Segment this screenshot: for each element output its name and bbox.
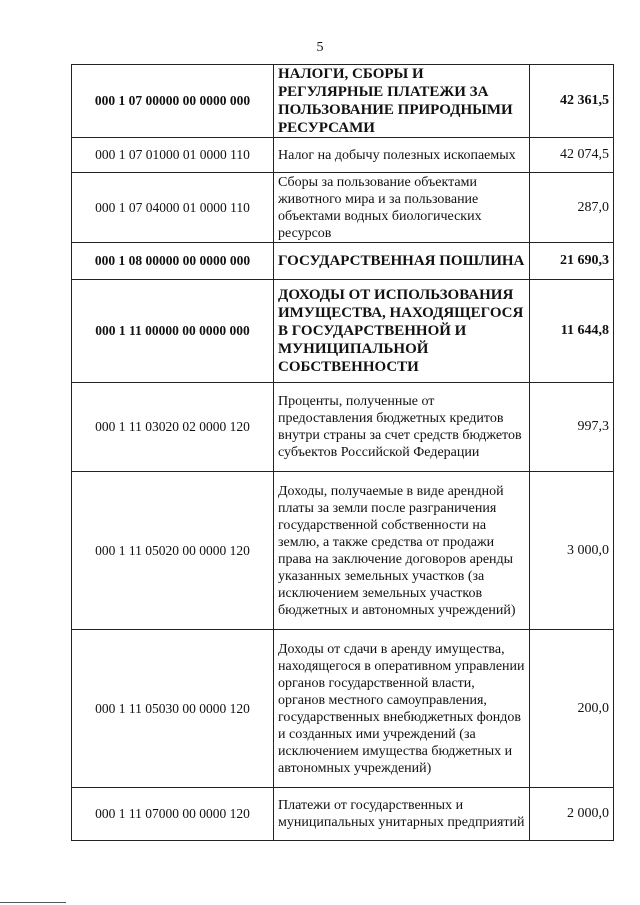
- table-row: [72, 472, 614, 630]
- row-name: Проценты, полученные от предоставления бюджетных кредитов внутри страны за счет средств бюджетов субъектов Российской Федерации: [274, 383, 530, 472]
- row-name: Налог на добычу полезных ископаемых: [274, 138, 530, 173]
- table-row: [72, 243, 614, 280]
- row-code: 000 1 11 05030 00 0000 120: [72, 630, 274, 788]
- row-amount: 11 644,8: [530, 280, 614, 383]
- row-name: Доходы, получаемые в виде арендной платы за земли после разграничения государственной собственности на землю, а также средства от продажи права на заключение договоров аренды указанных земельных участков (за исключением земельных участков бюджетных и автономных учреждений): [274, 472, 530, 630]
- table-row: [72, 383, 614, 472]
- table-row: [72, 788, 614, 841]
- row-code: 000 1 11 07000 00 0000 120: [72, 788, 274, 841]
- row-name: ДОХОДЫ ОТ ИСПОЛЬЗОВАНИЯ ИМУЩЕСТВА, НАХОДЯЩЕГОСЯ В ГОСУДАРСТВЕННОЙ И МУНИЦИПАЛЬНОЙ СОБСТВЕННОСТИ: [274, 280, 530, 383]
- table-row: [72, 173, 614, 243]
- revenue-table: [71, 64, 614, 841]
- row-amount: 3 000,0: [530, 472, 614, 630]
- row-code: 000 1 07 00000 00 0000 000: [72, 65, 274, 138]
- table-row: [72, 65, 614, 138]
- row-code: 000 1 11 05020 00 0000 120: [72, 472, 274, 630]
- row-name: Сборы за пользование объектами животного мира и за пользование объектами водных биологических ресурсов: [274, 173, 530, 243]
- row-amount: 21 690,3: [530, 243, 614, 280]
- row-code: 000 1 08 00000 00 0000 000: [72, 243, 274, 280]
- footer-rule: [0, 902, 66, 903]
- page-number: 5: [316, 40, 324, 55]
- table-row: [72, 630, 614, 788]
- row-name: Доходы от сдачи в аренду имущества, находящегося в оперативном управлении органов государственной власти, органов местного самоуправления, государственных внебюджетных фондов и созданных ими учреждений (за исключением имущества бюджетных и автономных учреждений): [274, 630, 530, 788]
- row-amount: 42 361,5: [530, 65, 614, 138]
- row-name: Платежи от государственных и муниципальных унитарных предприятий: [274, 788, 530, 841]
- row-amount: 42 074,5: [530, 138, 614, 173]
- row-amount: 997,3: [530, 383, 614, 472]
- row-amount: 2 000,0: [530, 788, 614, 841]
- table-row: [72, 280, 614, 383]
- row-amount: 287,0: [530, 173, 614, 243]
- row-amount: 200,0: [530, 630, 614, 788]
- row-code: 000 1 11 00000 00 0000 000: [72, 280, 274, 383]
- row-name: НАЛОГИ, СБОРЫ И РЕГУЛЯРНЫЕ ПЛАТЕЖИ ЗА ПОЛЬЗОВАНИЕ ПРИРОДНЫМИ РЕСУРСАМИ: [274, 65, 530, 138]
- row-code: 000 1 07 04000 01 0000 110: [72, 173, 274, 243]
- table-row: [72, 138, 614, 173]
- row-code: 000 1 11 03020 02 0000 120: [72, 383, 274, 472]
- row-code: 000 1 07 01000 01 0000 110: [72, 138, 274, 173]
- row-name: ГОСУДАРСТВЕННАЯ ПОШЛИНА: [274, 243, 530, 280]
